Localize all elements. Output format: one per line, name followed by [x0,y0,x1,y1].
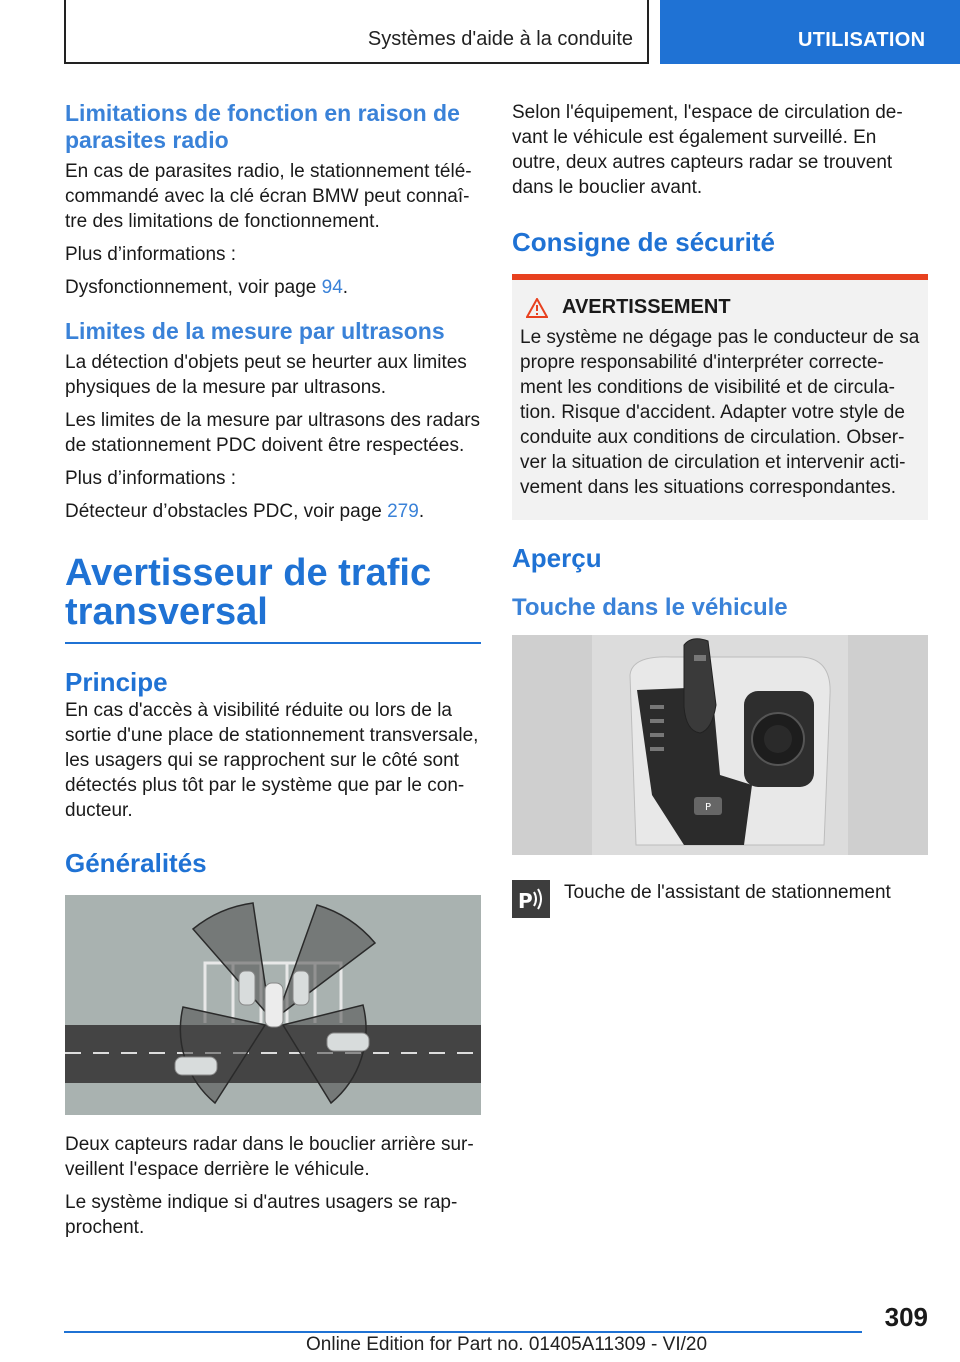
svg-text:P: P [704,802,712,813]
para-ref-pdc: Détecteur d’obstacles PDC, voir page 279. [65,501,425,522]
page-number: 309 [884,1302,928,1332]
warning-triangle-icon [526,298,548,318]
svg-text:P: P [518,889,533,912]
para-more-info-2: Plus d’informations : [65,468,237,489]
heading-principle: Principe [65,667,168,697]
parking-assistant-icon [512,880,550,918]
button-legend-text: Touche de l'assistant de stationnement [564,882,891,903]
heading-ultrasound-limits: Limites de la mesure par ultrasons [65,318,445,344]
header-section-box [64,0,649,64]
center-console-photo [512,635,928,855]
link-page-279[interactable]: 279 [387,501,419,522]
header-section-title: Systèmes d'aide à la conduite [367,28,633,50]
heading-radio-interference: Limitations de fonction en raison de parasites radio [65,100,460,153]
heading-button-in-vehicle: Touche dans le véhicule [512,594,788,621]
right-column [512,100,928,918]
caption-sensors: Deux capteurs radar dans le bouclier arrière sur-veillent l'espace derrière le véhicule. [65,1134,474,1180]
para-front-monitoring: Selon l'équipement, l'espace de circulation de-vant le véhicule est également surveillé. En outre, deux autres capteurs radar se trouvent dans le bouclier avant. [512,102,903,198]
warning-text: Le système ne dégage pas le conducteur de sa propre responsabilité d'interpréter correcte-ment les conditions de visibilité et de circula-tion. Risque d'accident. Adapter votre style de conduite aux conditions de circulation. Obser-ver la situation de circulation et intervenir acti-vement dans les situations correspondantes. [520,327,920,498]
footer-edition: Online Edition for Part no. 01405A11309 - VI/20 [306,1334,708,1355]
heading-general: Généralités [65,848,207,878]
link-page-94[interactable]: 94 [321,277,343,298]
para-more-info-1: Plus d’informations : [65,244,237,265]
caption-indication: Le système indique si d'autres usagers se rap-prochent. [65,1192,458,1238]
cross-traffic-illustration [65,895,481,1115]
para-ultrasound-1: La détection d'objets peut se heurter aux limites physiques de la mesure par ultrasons. [65,352,467,398]
para-ref-malfunction: Dysfonctionnement, voir page 94. [65,277,349,298]
warning-title: AVERTISSEMENT [562,296,731,318]
header-tab [660,0,960,64]
para-principle: En cas d'accès à visibilité réduite ou lors de la sortie d'une place de stationnement transversale, les usagers qui se rapprochent sur le côté sont détectés plus tôt par le système que par le con-ducteur. [65,700,479,821]
heading-safety: Consigne de sécurité [512,227,775,257]
para-radio-interference: En cas de parasites radio, le stationnement télé-commandé avec la clé écran BMW peut connaî-tre des limitations de fonctionnement. [65,161,472,232]
para-ultrasound-2: Les limites de la mesure par ultrasons des radars de stationnement PDC doivent être respectées. [65,410,481,456]
heading-overview: Aperçu [512,543,602,573]
chapter-title: Avertisseur de trafic transversal [65,554,481,644]
left-column [65,100,481,1248]
warning-box [512,280,928,520]
footer-rule [64,1331,862,1333]
button-legend-row [512,880,928,918]
header-tab-label: UTILISATION [798,29,926,51]
